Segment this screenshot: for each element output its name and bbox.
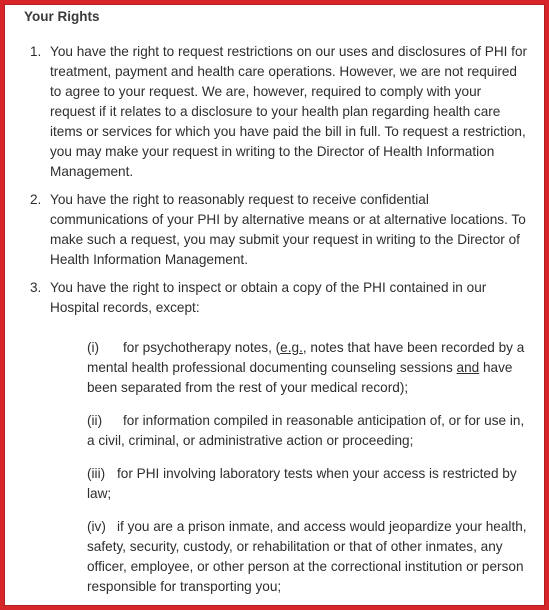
eg-abbreviation: e.g. [280, 340, 303, 355]
item-text: You have the right to reasonably request to receive confidential communications of your PHI by alternative means or at alternative locations. To make such a request, you may submit your request in writing to the Director of Health Information Management. [50, 192, 526, 267]
rights-item-1 [30, 42, 530, 182]
item-number: 2. [30, 192, 42, 207]
exception-text-middle: , notes that have been recorded by a mental health professional documenting counseling sessions [87, 340, 525, 375]
section-heading: Your Rights [24, 9, 100, 24]
exception-text-end: have been separated from the rest of your medical record); [87, 360, 513, 395]
item-text: You have the right to request restrictions on our uses and disclosures of PHI for treatment, payment and health care operations. However, we are not required to agree to your request. We are, however, required to comply with your request if it relates to a disclosure to your health plan regarding health care items or services for which you have paid the bill in full. To request a restriction, you may make your request in writing to the Director of Health Information Management. [50, 44, 528, 179]
exceptions-list [50, 338, 530, 597]
exception-item-iii [87, 464, 527, 504]
rights-list [30, 42, 530, 597]
exception-label: (ii) [87, 413, 103, 428]
exception-item-ii [87, 411, 527, 451]
item-number: 1. [30, 44, 42, 59]
exception-item-i [87, 338, 527, 398]
exception-text-start: for psychotherapy notes, ( [123, 340, 281, 355]
rights-item-2 [30, 190, 530, 270]
item-number: 3. [30, 280, 42, 295]
and-emphasis: and [456, 360, 480, 375]
exception-item-iv [87, 517, 527, 597]
exception-label: (iv) [87, 519, 106, 534]
exception-text: for PHI involving laboratory tests when your access is restricted by law; [87, 466, 517, 501]
rights-item-3 [30, 278, 530, 597]
exception-text: if you are a prison inmate, and access would jeopardize your health, safety, security, custody, or rehabilitation or that of other inmates, any officer, employee, or other person at the correctional institution or person responsible for transporting you; [87, 519, 527, 594]
exception-label: (i) [87, 340, 100, 355]
exception-label: (iii) [87, 466, 106, 481]
rights-content [30, 42, 530, 610]
item-text: You have the right to inspect or obtain a copy of the PHI contained in our Hospital records, except: [50, 280, 487, 315]
exception-text: for information compiled in reasonable anticipation of, or for use in, a civil, criminal, or administrative action or proceeding; [87, 413, 525, 448]
